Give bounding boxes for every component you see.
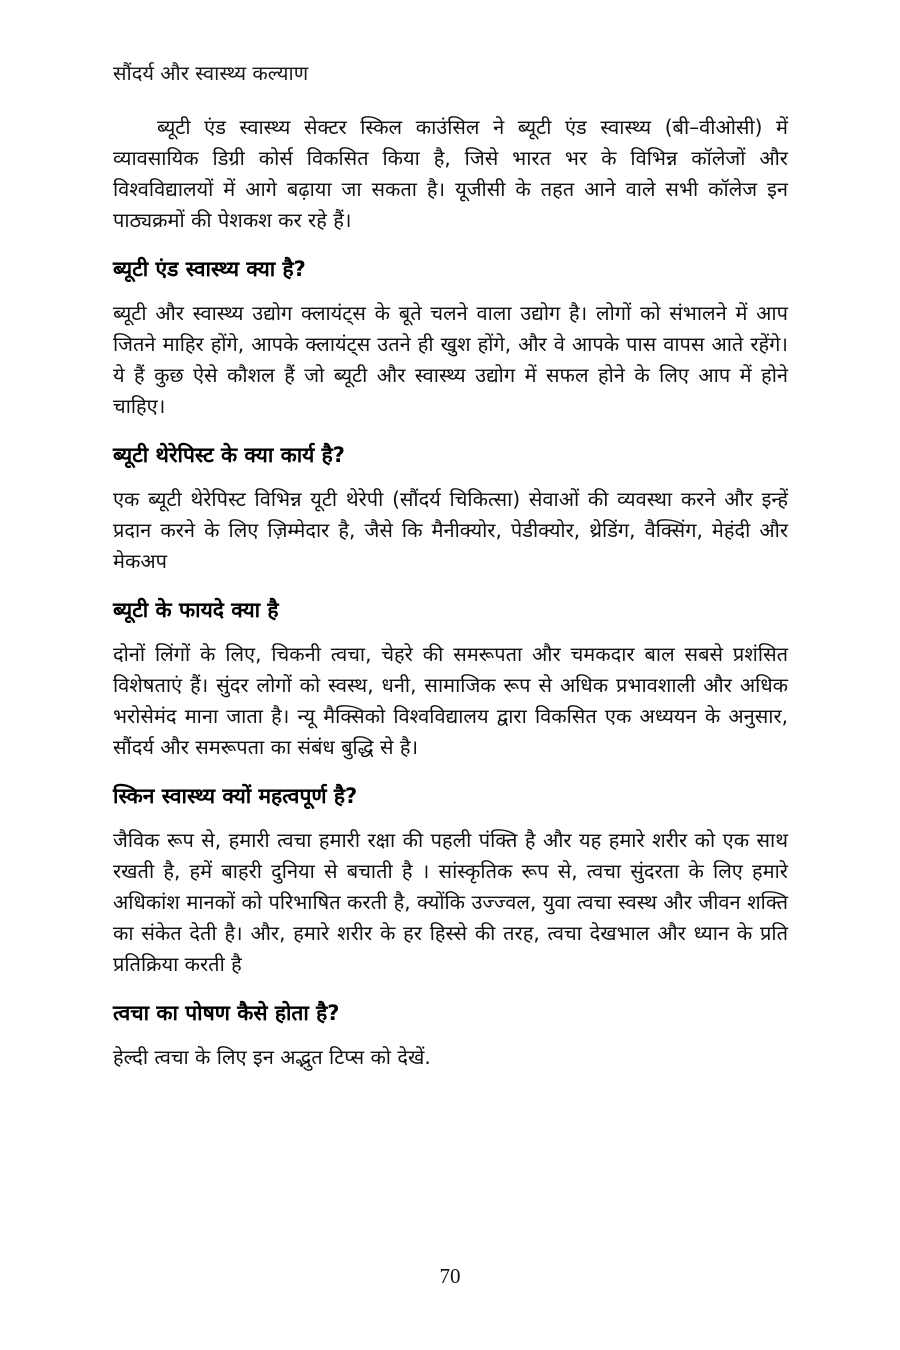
section-heading-beauty-benefits: ब्यूटी के फायदे क्या है [113, 598, 279, 622]
section-paragraph-what-is-beauty-wellness: ब्यूटी और स्वास्थ्य उद्योग क्लायंट्स के बूते चलने वाला उद्योग है। लोगों को संभालने में आप जितने माहिर होंगे, आपके क्लायंट्स उतने ही खुश होंगे, और वे आपके पास वापस आते रहेंगे। ये हैं कुछ ऐसे कौशल हैं जो ब्यूटी और स्वास्थ्य उद्योग में सफल होने के लिए आप में होने चाहिए। [113, 301, 788, 418]
section-heading-therapist-duties: ब्यूटी थेरेपिस्ट के क्या कार्य है? [113, 443, 345, 467]
section-paragraph-skin-health-importance: जैविक रूप से, हमारी त्वचा हमारी रक्षा की पहली पंक्ति है और यह हमारे शरीर को एक साथ रखती है, हमें बाहरी दुनिया से बचाती है । सांस्कृतिक रूप से, त्वचा सुंदरता के लिए हमारे अधिकांश मानकों को परिभाषित करती है, क्योंकि उज्ज्वल, युवा त्वचा स्वस्थ और जीवन शक्ति का संकेत देती है। और, हमारे शरीर के हर हिस्से की तरह, त्वचा देखभाल और ध्यान के प्रति प्रतिक्रिया करती है [113, 828, 788, 976]
section-paragraph-skin-nourishment: हेल्दी त्वचा के लिए इन अद्भुत टिप्स को देखें. [113, 1045, 431, 1069]
section-paragraph-therapist-duties: एक ब्यूटी थेरेपिस्ट विभिन्न यूटी थेरेपी (सौंदर्य चिकित्सा) सेवाओं की व्यवस्था करने और इन्हें प्रदान करने के लिए ज़िम्मेदार है, जैसे कि मैनीक्योर, पेडीक्योर, थ्रेडिंग, वैक्सिंग, मेहंदी और मेकअप [113, 487, 788, 573]
section-heading-skin-nourishment: त्वचा का पोषण कैसे होता है? [113, 1001, 340, 1025]
intro-paragraph: ब्यूटी एंड स्वास्थ्य सेक्टर स्किल काउंसिल ने ब्यूटी एंड स्वास्थ्य (बी–वीओसी) में व्यावसायिक डिग्री कोर्स विकसित किया है, जिसे भारत भर के विभिन्न कॉलेजों और विश्वविद्यालयों में आगे बढ़ाया जा सकता है। यूजीसी के तहत आने वाले सभी कॉलेज इन पाठ्यक्रमों की पेशकश कर रहे हैं। [113, 115, 788, 232]
section-paragraph-beauty-benefits: दोनों लिंगों के लिए, चिकनी त्वचा, चेहरे की समरूपता और चमकदार बाल सबसे प्रशंसित विशेषताएं हैं। सुंदर लोगों को स्वस्थ, धनी, सामाजिक रूप से अधिक प्रभावशाली और अधिक भरोसेमंद माना जाता है। न्यू मैक्सिको विश्वविद्यालय द्वारा विकसित एक अध्ययन के अनुसार, सौंदर्य और समरूपता का संबंध बुद्धि से है। [113, 642, 788, 759]
page-number: 70 [439, 1264, 461, 1288]
page-body [113, 112, 788, 1073]
section-heading-skin-health-importance: स्किन स्वास्थ्य क्यों महत्वपूर्ण है? [113, 784, 358, 808]
running-header: सौंदर्य और स्वास्थ्य कल्याण [113, 61, 309, 85]
section-heading-what-is-beauty-wellness: ब्यूटी एंड स्वास्थ्य क्या है? [113, 257, 306, 281]
